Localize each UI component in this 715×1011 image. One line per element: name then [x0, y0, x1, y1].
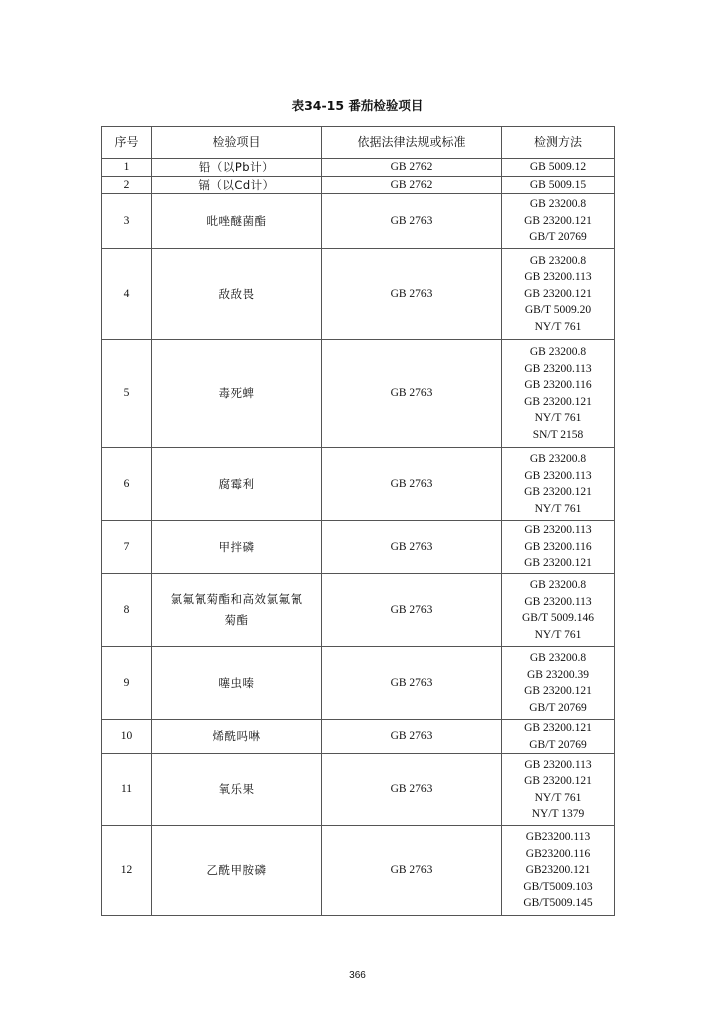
method-entry: GB 23200.121	[524, 775, 592, 787]
method-entry: GB 23200.121	[524, 287, 592, 300]
table-row	[102, 754, 615, 826]
cell-seq: 4	[102, 249, 152, 340]
method-entry: GB 23200.116	[524, 379, 592, 391]
table-row	[102, 448, 615, 521]
method-entry: GB 23200.116	[524, 540, 592, 553]
cell-methods	[502, 720, 615, 754]
cell-seq: 3	[102, 194, 152, 249]
method-entry: GB 23200.121	[524, 395, 592, 408]
cell-methods	[502, 754, 615, 826]
method-entry: GB 23200.39	[527, 668, 589, 681]
cell-item: 毒死蜱	[152, 340, 322, 448]
method-entry: GB 23200.121	[524, 685, 592, 697]
page-number: 366	[349, 970, 366, 981]
table-row	[102, 249, 615, 340]
cell-seq: 7	[102, 521, 152, 574]
table-row	[102, 176, 615, 194]
cell-standard: GB 2763	[322, 754, 502, 826]
cell-seq: 6	[102, 448, 152, 521]
cell-item: 噻虫嗪	[152, 647, 322, 720]
method-entry: NY/T 761	[534, 628, 582, 641]
table-body	[102, 159, 615, 916]
method-entry: GB/T5009.145	[523, 897, 593, 910]
cell-item: 敌敌畏	[152, 249, 322, 340]
method-entry: GB 23200.121	[524, 486, 592, 498]
method-entry: GB 5009.12	[529, 161, 587, 173]
method-entry: GB 23200.8	[529, 254, 587, 267]
method-entry: GB23200.113	[525, 831, 591, 844]
table-row	[102, 574, 615, 647]
cell-methods	[502, 448, 615, 521]
cell-seq: 10	[102, 720, 152, 754]
method-entry: GB/T 20769	[529, 231, 587, 244]
cell-standard: GB 2763	[322, 574, 502, 647]
header-seq: 序号	[102, 127, 152, 159]
cell-item: 铅（以Pb计）	[152, 159, 322, 177]
method-entry: NY/T 761	[534, 412, 582, 424]
cell-methods	[502, 176, 615, 194]
cell-standard: GB 2763	[322, 521, 502, 574]
cell-item: 甲拌磷	[152, 521, 322, 574]
cell-seq: 11	[102, 754, 152, 826]
method-entry: NY/T 761	[534, 502, 582, 515]
cell-item: 腐霉利	[152, 448, 322, 521]
cell-seq: 5	[102, 340, 152, 448]
method-entry: GB 23200.8	[529, 346, 587, 358]
cell-standard: GB 2763	[322, 249, 502, 340]
table-row	[102, 826, 615, 916]
method-entry: GB/T 5009.20	[524, 304, 592, 317]
method-entry: NY/T 761	[534, 791, 582, 804]
method-entry: GB 23200.121	[524, 214, 592, 227]
header-method: 检测方法	[502, 127, 615, 159]
cell-item: 镉（以Cd计）	[152, 176, 322, 194]
method-entry: GB/T 5009.146	[522, 612, 594, 624]
method-entry: GB 23200.8	[529, 198, 587, 211]
cell-methods	[502, 159, 615, 177]
table-title: 表34-15 番茄检验项目	[291, 98, 424, 113]
cell-methods	[502, 249, 615, 340]
cell-standard: GB 2762	[322, 176, 502, 194]
cell-methods	[502, 826, 615, 916]
method-entry: GB/T 20769	[529, 701, 587, 714]
table-row	[102, 159, 615, 177]
method-entry: GB 23200.113	[524, 524, 592, 537]
method-entry: NY/T 761	[534, 320, 582, 333]
table-row	[102, 647, 615, 720]
cell-seq: 8	[102, 574, 152, 647]
cell-standard: GB 2763	[322, 647, 502, 720]
method-entry: GB 23200.113	[524, 271, 592, 284]
cell-seq: 9	[102, 647, 152, 720]
cell-methods	[502, 574, 615, 647]
inspection-items-table	[101, 126, 615, 916]
cell-standard: GB 2763	[322, 720, 502, 754]
method-entry: GB23200.121	[525, 864, 591, 877]
header-standard: 依据法律法规或标准	[322, 127, 502, 159]
cell-standard: GB 2762	[322, 159, 502, 177]
method-entry: GB 23200.113	[524, 362, 592, 375]
table-row	[102, 340, 615, 448]
table-row	[102, 720, 615, 754]
method-entry: GB 23200.8	[529, 652, 587, 664]
cell-item: 吡唑醚菌酯	[152, 194, 322, 249]
header-item: 检验项目	[152, 127, 322, 159]
method-entry: GB 23200.121	[524, 557, 592, 570]
cell-seq: 12	[102, 826, 152, 916]
cell-item: 氧乐果	[152, 754, 322, 826]
cell-seq: 1	[102, 159, 152, 177]
cell-item: 氯氟氰菊酯和高效氯氟氰菊酯	[152, 574, 322, 647]
method-entry: GB 23200.113	[524, 595, 592, 608]
cell-methods	[502, 194, 615, 249]
method-entry: GB 23200.113	[524, 469, 592, 482]
table-row	[102, 521, 615, 574]
method-entry: GB 23200.8	[529, 453, 587, 465]
cell-methods	[502, 340, 615, 448]
cell-standard: GB 2763	[322, 194, 502, 249]
cell-standard: GB 2763	[322, 826, 502, 916]
table-row	[102, 194, 615, 249]
cell-standard: GB 2763	[322, 448, 502, 521]
cell-item: 烯酰吗啉	[152, 720, 322, 754]
method-entry: GB23200.116	[525, 847, 591, 860]
method-entry: NY/T 1379	[531, 808, 585, 820]
cell-item: 乙酰甲胺磷	[152, 826, 322, 916]
table-header-row	[102, 127, 615, 159]
method-entry: GB 23200.113	[524, 758, 592, 771]
cell-methods	[502, 647, 615, 720]
method-entry: GB 23200.121	[524, 722, 592, 734]
cell-seq: 2	[102, 176, 152, 194]
cell-standard: GB 2763	[322, 340, 502, 448]
method-entry: GB/T5009.103	[523, 880, 593, 893]
method-entry: GB 23200.8	[529, 579, 587, 591]
method-entry: GB/T 20769	[529, 738, 587, 751]
cell-methods	[502, 521, 615, 574]
method-entry: SN/T 2158	[532, 428, 584, 441]
method-entry: GB 5009.15	[529, 178, 587, 191]
